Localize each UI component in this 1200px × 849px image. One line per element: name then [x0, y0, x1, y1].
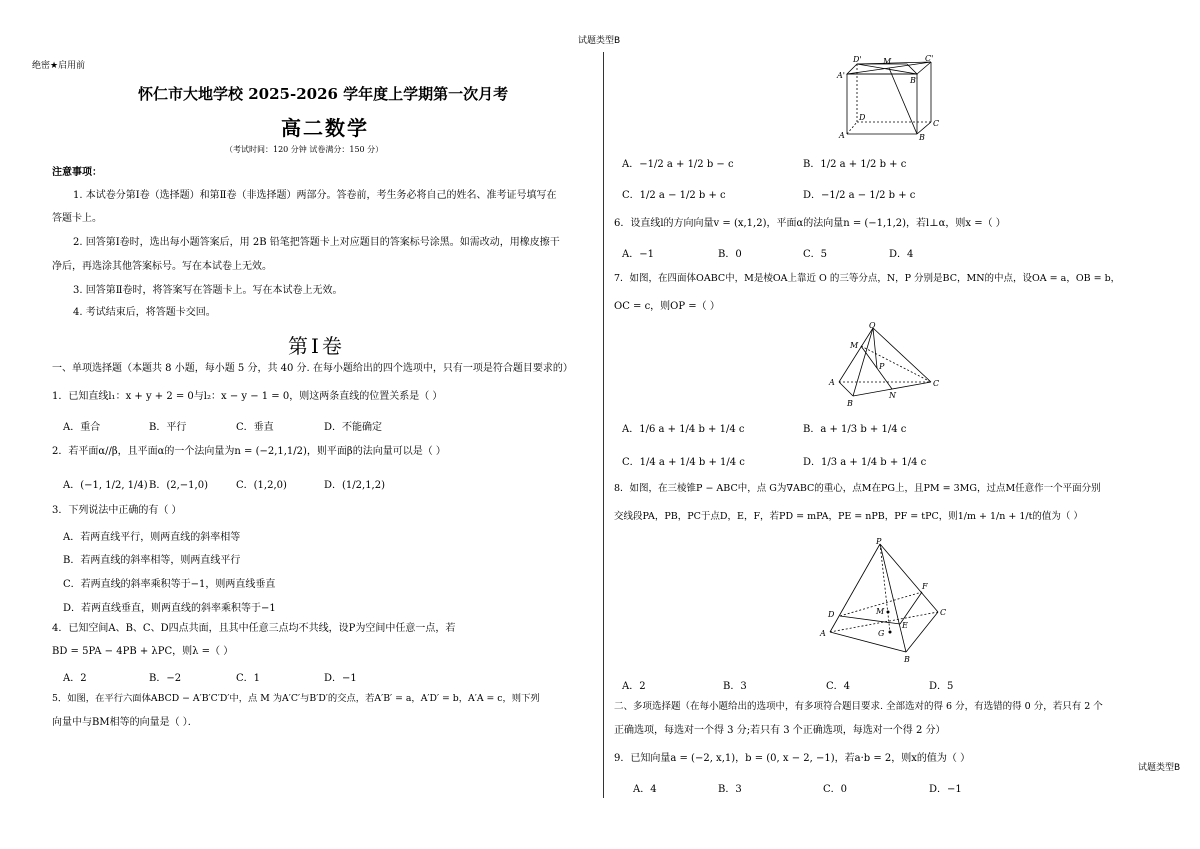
q5-stem-line1: 5．如图，在平行六面体ABCD − A′B′C′D′中，点 M 为A′C′与B′D′的交点，若A′B′ = a，A′D′ = b，A′A = c，则下列 — [52, 693, 540, 704]
column-divider — [603, 52, 604, 798]
notes-heading: 注意事项： — [52, 167, 102, 178]
note-1b: 答题卡上。 — [52, 213, 102, 224]
q8-option-c: C．4 — [826, 681, 851, 692]
cube-label-c-prime: C' — [925, 54, 934, 63]
cube-label-m: M — [883, 57, 892, 66]
q3-stem: 3．下列说法中正确的有（ ） — [52, 505, 182, 516]
pyramid-label-c: C — [940, 608, 947, 617]
q2-option-c: C．(1,2,0) — [236, 480, 287, 491]
q6-option-a: A．−1 — [622, 249, 654, 260]
note-3: 3. 回答第Ⅱ卷时，将答案写在答题卡上。写在本试卷上无效。 — [73, 285, 343, 296]
pyramid-label-f: F — [922, 582, 928, 591]
q8-stem-line2: 交线段PA，PB，PC于点D，E，F，若PD = mPA，PE = nPB，PF = tPC，则1/m + 1/n + 1/t的值为（ ） — [614, 511, 1083, 522]
note-2b: 净后，再选涂其他答案标号。写在本试卷上无效。 — [52, 261, 272, 272]
q4-option-b: B．−2 — [149, 673, 182, 684]
q8-option-a: A．2 — [622, 681, 646, 692]
q4-option-a: A．2 — [63, 673, 87, 684]
tetrahedron-figure — [825, 320, 945, 410]
q8-option-b: B．3 — [723, 681, 747, 692]
pyramid-label-a: A — [820, 629, 826, 638]
pyramid-label-e: E — [902, 621, 908, 630]
q3-option-c: C．若两直线的斜率乘积等于−1，则两直线垂直 — [63, 579, 276, 590]
cube-label-d-prime: D' — [853, 55, 862, 64]
q5-option-c: C．1/2 a − 1/2 b + c — [622, 190, 726, 201]
tetra-label-c: C — [933, 379, 940, 388]
exam-time-info: （考试时间：120 分钟 试卷满分：150 分） — [225, 145, 384, 154]
q6-option-c: C．5 — [803, 249, 828, 260]
top-paper-type-label: 试题类型B — [578, 36, 621, 46]
tetra-label-o: O — [869, 321, 876, 330]
q2-stem: 2．若平面α//β，且平面α的一个法向量为n = (−2,1,1/2)，则平面β的法向量可以是（ ） — [52, 446, 446, 457]
cube-label-d: D — [859, 113, 866, 122]
q4-stem-line1: 4．已知空间A、B、C、D四点共面，且其中任意三点均不共线，设P为空间中任意一点，若 — [52, 623, 456, 634]
q3-option-d: D．若两直线垂直，则两直线的斜率乘积等于−1 — [63, 603, 276, 614]
q5-stem-line2: 向量中与BM相等的向量是（ ）． — [52, 717, 198, 728]
cube-label-a-prime: A' — [837, 71, 845, 80]
q7-stem-line2: OC = c，则OP =（ ） — [614, 301, 720, 312]
bottom-paper-type-label: 试题类型B — [1138, 763, 1181, 773]
tetra-label-m: M — [850, 341, 859, 350]
tetra-label-a: A — [829, 378, 835, 387]
q9-option-b: B．3 — [718, 784, 742, 795]
q4-stem-line2: BD = 5PA − 4PB + λPC，则λ =（ ） — [52, 646, 234, 657]
pyramid-label-g: G — [878, 629, 885, 638]
cube-label-b: B — [919, 133, 925, 142]
q4-option-c: C．1 — [236, 673, 261, 684]
section-2-instructions-line2: 正确选项，每选对一个得 3 分;若只有 3 个正确选项，每选对一个得 2 分） — [614, 725, 946, 736]
pyramid-label-d: D — [828, 610, 835, 619]
q2-option-d: D．(1/2,1,2) — [324, 480, 385, 491]
q1-stem: 1．已知直线l₁：x + y + 2 = 0与l₂：x − y − 1 = 0，则这两条直线的位置关系是（ ） — [52, 391, 443, 402]
cube-label-c: C — [933, 119, 940, 128]
exam-title: 怀仁市大地学校 2025-2026 学年度上学期第一次月考 — [138, 85, 509, 103]
tetra-label-b: B — [847, 399, 853, 408]
q9-option-d: D．−1 — [929, 784, 962, 795]
exam-subject: 高二数学 — [281, 116, 369, 140]
q6-stem: 6．设直线l的方向向量v = (x,1,2)，平面α的法向量n = (−1,1,2)，若l⊥α，则x =（ ） — [614, 218, 1006, 229]
parallelepiped-figure — [833, 52, 943, 142]
q8-stem-line1: 8．如图，在三棱锥P − ABC中，点 G为∇ABC的重心，点M在PG上，且PM = 3MG，过点M任意作一个平面分别 — [614, 483, 1101, 494]
tetra-label-p: P — [879, 362, 885, 371]
q7-option-c: C．1/4 a + 1/4 b + 1/4 c — [622, 457, 745, 468]
q4-option-d: D．−1 — [324, 673, 357, 684]
pyramid-label-p: P — [876, 537, 882, 546]
q1-option-a: A．重合 — [63, 422, 101, 433]
q9-option-a: A．4 — [633, 784, 657, 795]
triangular-pyramid-figure — [818, 536, 958, 666]
section-1-title: 第Ⅰ卷 — [288, 334, 345, 358]
tetra-label-n: N — [889, 391, 896, 400]
q6-option-b: B．0 — [718, 249, 742, 260]
q5-option-b: B．1/2 a + 1/2 b + c — [803, 159, 907, 170]
q7-option-a: A．1/6 a + 1/4 b + 1/4 c — [622, 424, 745, 435]
pyramid-label-b: B — [904, 655, 910, 664]
q5-option-d: D．−1/2 a − 1/2 b + c — [803, 190, 916, 201]
note-1a: 1. 本试卷分第Ⅰ卷（选择题）和第Ⅱ卷（非选择题）两部分。答卷前，考生务必将自己的姓名、准考证号填写在 — [73, 190, 557, 201]
cube-label-a: A — [839, 131, 845, 140]
cube-label-b-prime: B' — [910, 76, 919, 85]
q9-option-c: C．0 — [823, 784, 848, 795]
q1-option-b: B．平行 — [149, 422, 187, 433]
section-2-instructions-line1: 二、多项选择题（在每小题给出的选项中，有多项符合题目要求. 全部选对的得 6 分，有选错的得 0 分，若只有 2 个 — [614, 701, 1103, 712]
q3-option-a: A．若两直线平行，则两直线的斜率相等 — [63, 532, 241, 543]
q1-option-d: D．不能确定 — [324, 422, 383, 433]
confidential-label: 绝密★启用前 — [32, 61, 86, 71]
q1-option-c: C．垂直 — [236, 422, 274, 433]
q3-option-b: B．若两直线的斜率相等，则两直线平行 — [63, 555, 241, 566]
note-2a: 2. 回答第Ⅰ卷时，选出每小题答案后，用 2B 铅笔把答题卡上对应题目的答案标号涂黑。如需改动，用橡皮擦干 — [73, 237, 560, 248]
q7-option-b: B．a + 1/3 b + 1/4 c — [803, 424, 907, 435]
note-4: 4. 考试结束后，将答题卡交回。 — [73, 307, 216, 318]
q2-option-b: B．(2,−1,0) — [149, 480, 208, 491]
q7-option-d: D．1/3 a + 1/4 b + 1/4 c — [803, 457, 927, 468]
section-1-instructions: 一、单项选择题（本题共 8 小题，每小题 5 分，共 40 分. 在每小题给出的四个选项中，只有一项是符合题目要求的） — [52, 363, 573, 374]
pyramid-label-m: M — [876, 607, 885, 616]
q9-stem: 9．已知向量a = (−2, x,1)，b = (0, x − 2, −1)，若a·b = 2，则x的值为（ ） — [614, 753, 971, 764]
q6-option-d: D．4 — [889, 249, 914, 260]
q8-option-d: D．5 — [929, 681, 954, 692]
q2-option-a: A．(−1, 1/2, 1/4) — [63, 480, 148, 491]
q7-stem-line1: 7．如图，在四面体OABC中，M是棱OA上靠近 O 的三等分点，N，P 分别是BC，MN的中点，设OA = a，OB = b， — [614, 273, 1121, 284]
q5-option-a: A．−1/2 a + 1/2 b − c — [622, 159, 734, 170]
